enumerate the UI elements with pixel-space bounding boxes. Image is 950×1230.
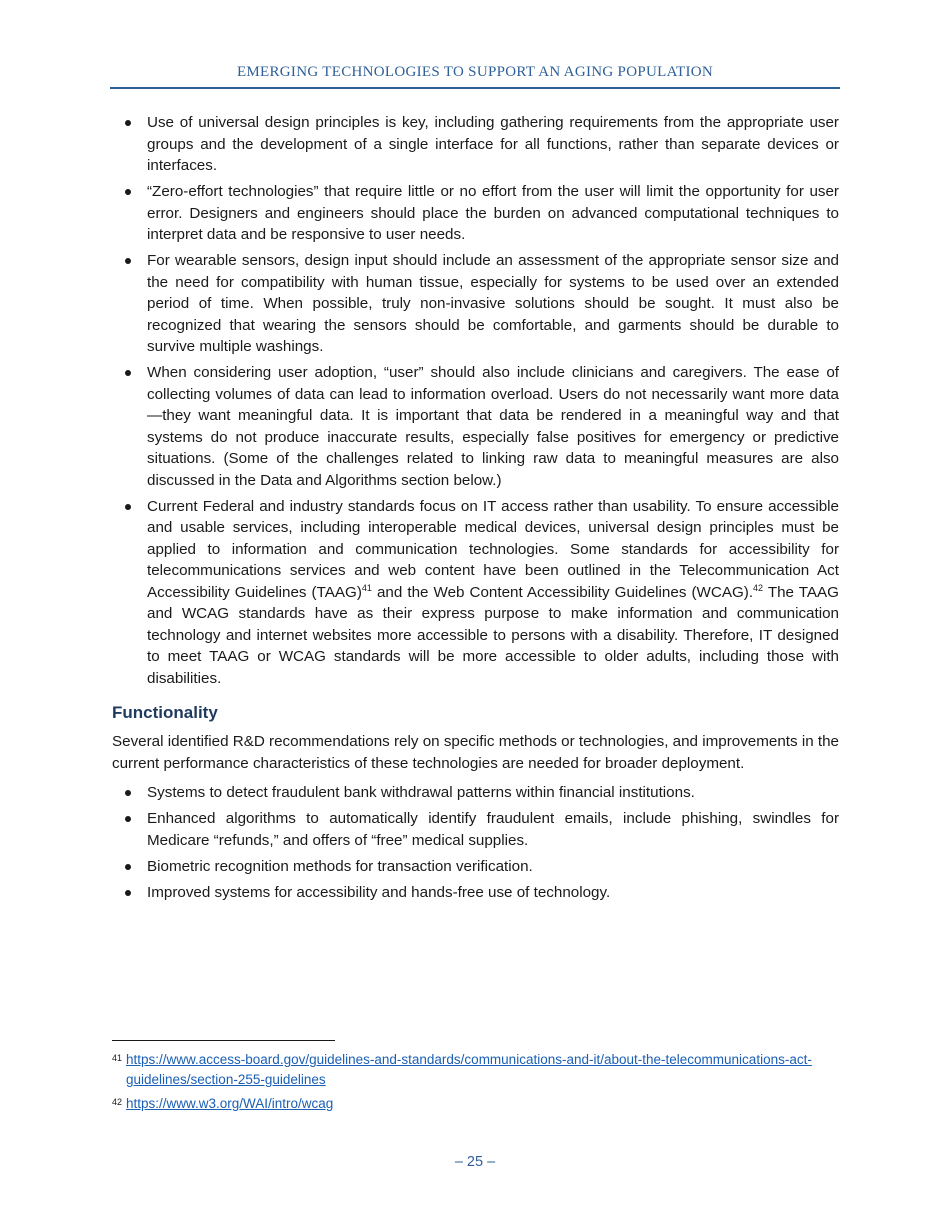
bullet-icon <box>125 189 131 195</box>
section-heading-functionality: Functionality <box>112 703 218 722</box>
list-item: Improved systems for accessibility and hands-free use of technology. <box>112 882 839 904</box>
list-item: Systems to detect fraudulent bank withdrawal patterns within financial institutions. <box>112 782 839 804</box>
bullet-icon <box>125 864 131 870</box>
list-item: “Zero-effort technologies” that require little or no effort from the user will limit the opportunity for user error. Designers and engineers should place the burden on advanced computational techniques to interpret data and be responsive to user needs. <box>112 181 839 246</box>
bullet-icon <box>125 258 131 264</box>
list-item: Use of universal design principles is key, including gathering requirements from the appropriate user groups and the development of a single interface for all functions, rather than separate devices or interfaces. <box>112 112 839 177</box>
main-content <box>112 112 839 908</box>
footnote-42 <box>112 1094 839 1114</box>
page-number: – 25 – <box>454 1154 496 1170</box>
footnote-ref-42[interactable]: 42 <box>753 582 764 593</box>
bullet-icon <box>125 790 131 796</box>
list-item: When considering user adoption, “user” should also include clinicians and caregivers. The ease of collecting volumes of data can lead to information overload. Users do not necessarily want more data—they want meaningful data. It is important that data be rendered in a meaningful way and that systems do not produce inaccurate results, especially false positives for emergency or predictive situations. (Some of the challenges related to linking raw data to meaningful measures are also discussed in the Data and Algorithms section below.) <box>112 362 839 491</box>
footnote-link-w3c-wcag[interactable]: https://www.w3.org/WAI/intro/wcag <box>126 1096 334 1111</box>
list-item: Current Federal and industry standards focus on IT access rather than usability. To ensure accessible and usable services, including interoperable medical devices, universal design principles must be applied to information and communication technologies. Some standards for accessibility for telecommunications services and web content have been outlined in the Telecommunication Act Accessibility Guidelines (TAAG)$^{41}$ and the Web Content Accessibility Guidelines (WCAG).$^{42}$ The TAAG and WCAG standards have as their express purpose to make information and communication technology and internet websites more accessible to persons with a disability. Therefore, IT designed to meet TAAG or WCAG standards will be more accessible to older adults, including those with disabilities. <box>112 496 839 690</box>
bullet-icon <box>125 370 131 376</box>
footnotes <box>112 1050 839 1118</box>
list-item: For wearable sensors, design input should include an assessment of the appropriate sensor size and the need for compatibility with human tissue, especially for systems to be used over an extended period of time. When possible, truly non-invasive solutions should be sought. It must also be recognized that wearing the sensors should be comfortable, and garments should be durable to survive multiple washings. <box>112 250 839 358</box>
footnote-ref-41[interactable]: 41 <box>361 582 372 593</box>
bullet-icon <box>125 504 131 510</box>
list-item: Biometric recognition methods for transaction verification. <box>112 856 839 878</box>
footnote-number: 42 <box>112 1097 123 1107</box>
bullet-icon <box>125 120 131 126</box>
list-item: Enhanced algorithms to automatically identify fraudulent emails, include phishing, swindles for Medicare “refunds,” and offers of “free” medical supplies. <box>112 808 839 851</box>
design-considerations-list <box>112 112 839 689</box>
footnote-41 <box>112 1050 839 1090</box>
footnote-divider <box>112 1040 335 1041</box>
footnote-link-access-board[interactable]: https://www.access-board.gov/guidelines-and-standards/communications-and-it/about-the-telecommunications-act-guidelines/section-255-guidelines <box>126 1052 812 1087</box>
running-header: EMERGING TECHNOLOGIES TO SUPPORT AN AGING POPULATION <box>110 64 840 89</box>
bullet-icon <box>125 890 131 896</box>
functionality-intro: Several identified R&D recommendations rely on specific methods or technologies, and improvements in the current performance characteristics of these technologies are needed for broader deployment. <box>112 733 839 772</box>
bullet-icon <box>125 816 131 822</box>
footnote-number: 41 <box>112 1053 123 1063</box>
functionality-list <box>112 782 839 903</box>
